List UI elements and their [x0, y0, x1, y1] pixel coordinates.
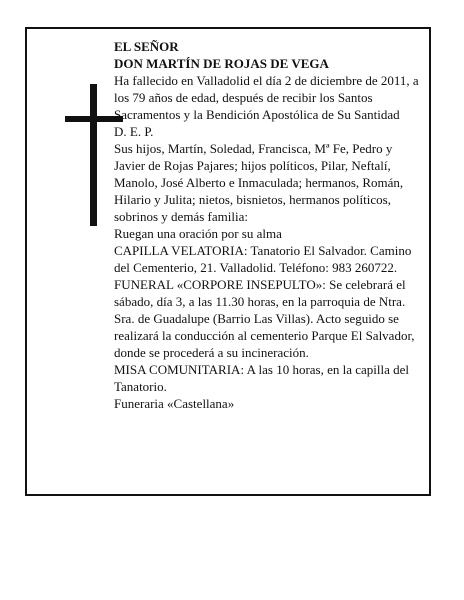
death-info: Ha fallecido en Valladolid el día 2 de diciembre de 2011, a los 79 años de edad, después de recibir los Santos Sacramentos y la Bendición Apostólica de Su Santidad — [114, 73, 419, 122]
title-line-1: EL SEÑOR — [114, 39, 179, 54]
funeral-home: Funeraria «Castellana» — [114, 396, 235, 411]
prayer-line: Ruegan una oración por su alma — [114, 226, 282, 241]
funeral-info: FUNERAL «CORPORE INSEPULTO»: Se celebrará el sábado, día 3, a las 11.30 horas, en la parroquia de Ntra. Sra. de Guadalupe (Barrio Las Villas). Acto seguido se realizará la conducción al cementerio Parque El Salvador, donde se procederá a su incineración. — [114, 277, 415, 360]
cross-vertical-bar — [90, 84, 97, 226]
family-paragraph: Sus hijos, Martín, Soledad, Francisca, Mª Fe, Pedro y Javier de Rojas Pajares; hijos políticos, Pilar, Neftalí, Manolo, José Alberto e Inmaculada; hermanos, Román, Hilario y Julita; nietos, bisnietos, hermanos políticos, sobrinos y demás familia: — [114, 141, 404, 224]
mass-info: MISA COMUNITARIA: A las 10 horas, en la capilla del Tanatorio. — [114, 362, 410, 394]
obituary-text — [114, 38, 426, 412]
deceased-name: DON MARTÍN DE ROJAS DE VEGA — [114, 56, 329, 71]
chapel-info: CAPILLA VELATORIA: Tanatorio El Salvador. Camino del Cementerio, 21. Valladolid. Teléfono: 983 260722. — [114, 243, 412, 275]
dep-line: D. E. P. — [114, 124, 154, 139]
